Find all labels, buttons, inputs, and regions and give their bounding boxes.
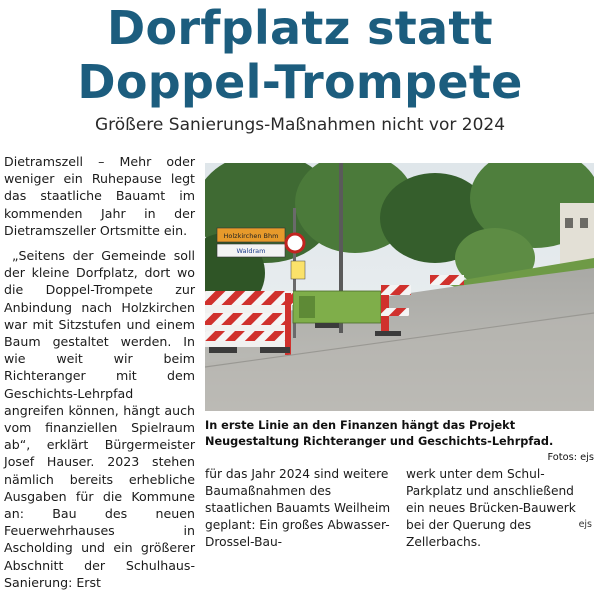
article-column-1 [4, 153, 195, 599]
sign-holzkirchen: Holzkirchen Bhm [223, 232, 279, 240]
caption-text: In erste Linie an den Finanzen hängt das Projekt Neugestaltung Richteranger und Geschichts-Lehrpfad. [205, 419, 554, 448]
construction-site-image [205, 163, 594, 411]
author-initials: ejs [578, 519, 592, 530]
photo-caption [205, 418, 594, 466]
photo-credit: Fotos: ejs [547, 452, 594, 463]
paragraph-intro: Dietramszell – Mehr oder weniger ein Ruhepause legt das staatliche Bauamt im kommenden Jahr in der Dietramszeller Ortsmitte ein. [4, 154, 195, 238]
headline-line-1: Dorfplatz statt [107, 1, 493, 55]
sign-waldram: Waldram [236, 247, 266, 255]
paragraph-quote: „Seitens der Gemeinde soll der kleine Dorfplatz, dort wo die Doppel-Trompete zur Anbindung nach Holzkirchen war mit Sitzstufen und einem Baum gestaltet werden. In wie weit wir beim Richteranger mit dem Geschichts-Lehrpfad angreifen können, hängt auch vom finanziellen Spielraum ab“, erklärt Bürgermeister Josef Hauser. 2023 stehen nämlich bereits erhebliche Ausgaben für die Kommune an: Bau des neuen Feuerwehrhauses in Ascholding und ein größerer Abschnitt der Schulhaus-Sanierung: Erst [4, 248, 195, 590]
article-photo [205, 163, 594, 411]
subheadline: Größere Sanierungs-Maßnahmen nicht vor 2024 [94, 115, 506, 135]
article-column-2: für das Jahr 2024 sind weitere Baumaßnahmen des staatlichen Bauamts Weilheim geplant: Ein großes Abwasser-Drossel-Bau- [205, 467, 391, 549]
article-column-3: werk unter dem Schul-Parkplatz und anschließend ein neues Brücken-Bauwerk bei der Querung des Zellerbachs. [406, 467, 576, 549]
headline-line-2: Doppel-Trompete [77, 55, 523, 109]
